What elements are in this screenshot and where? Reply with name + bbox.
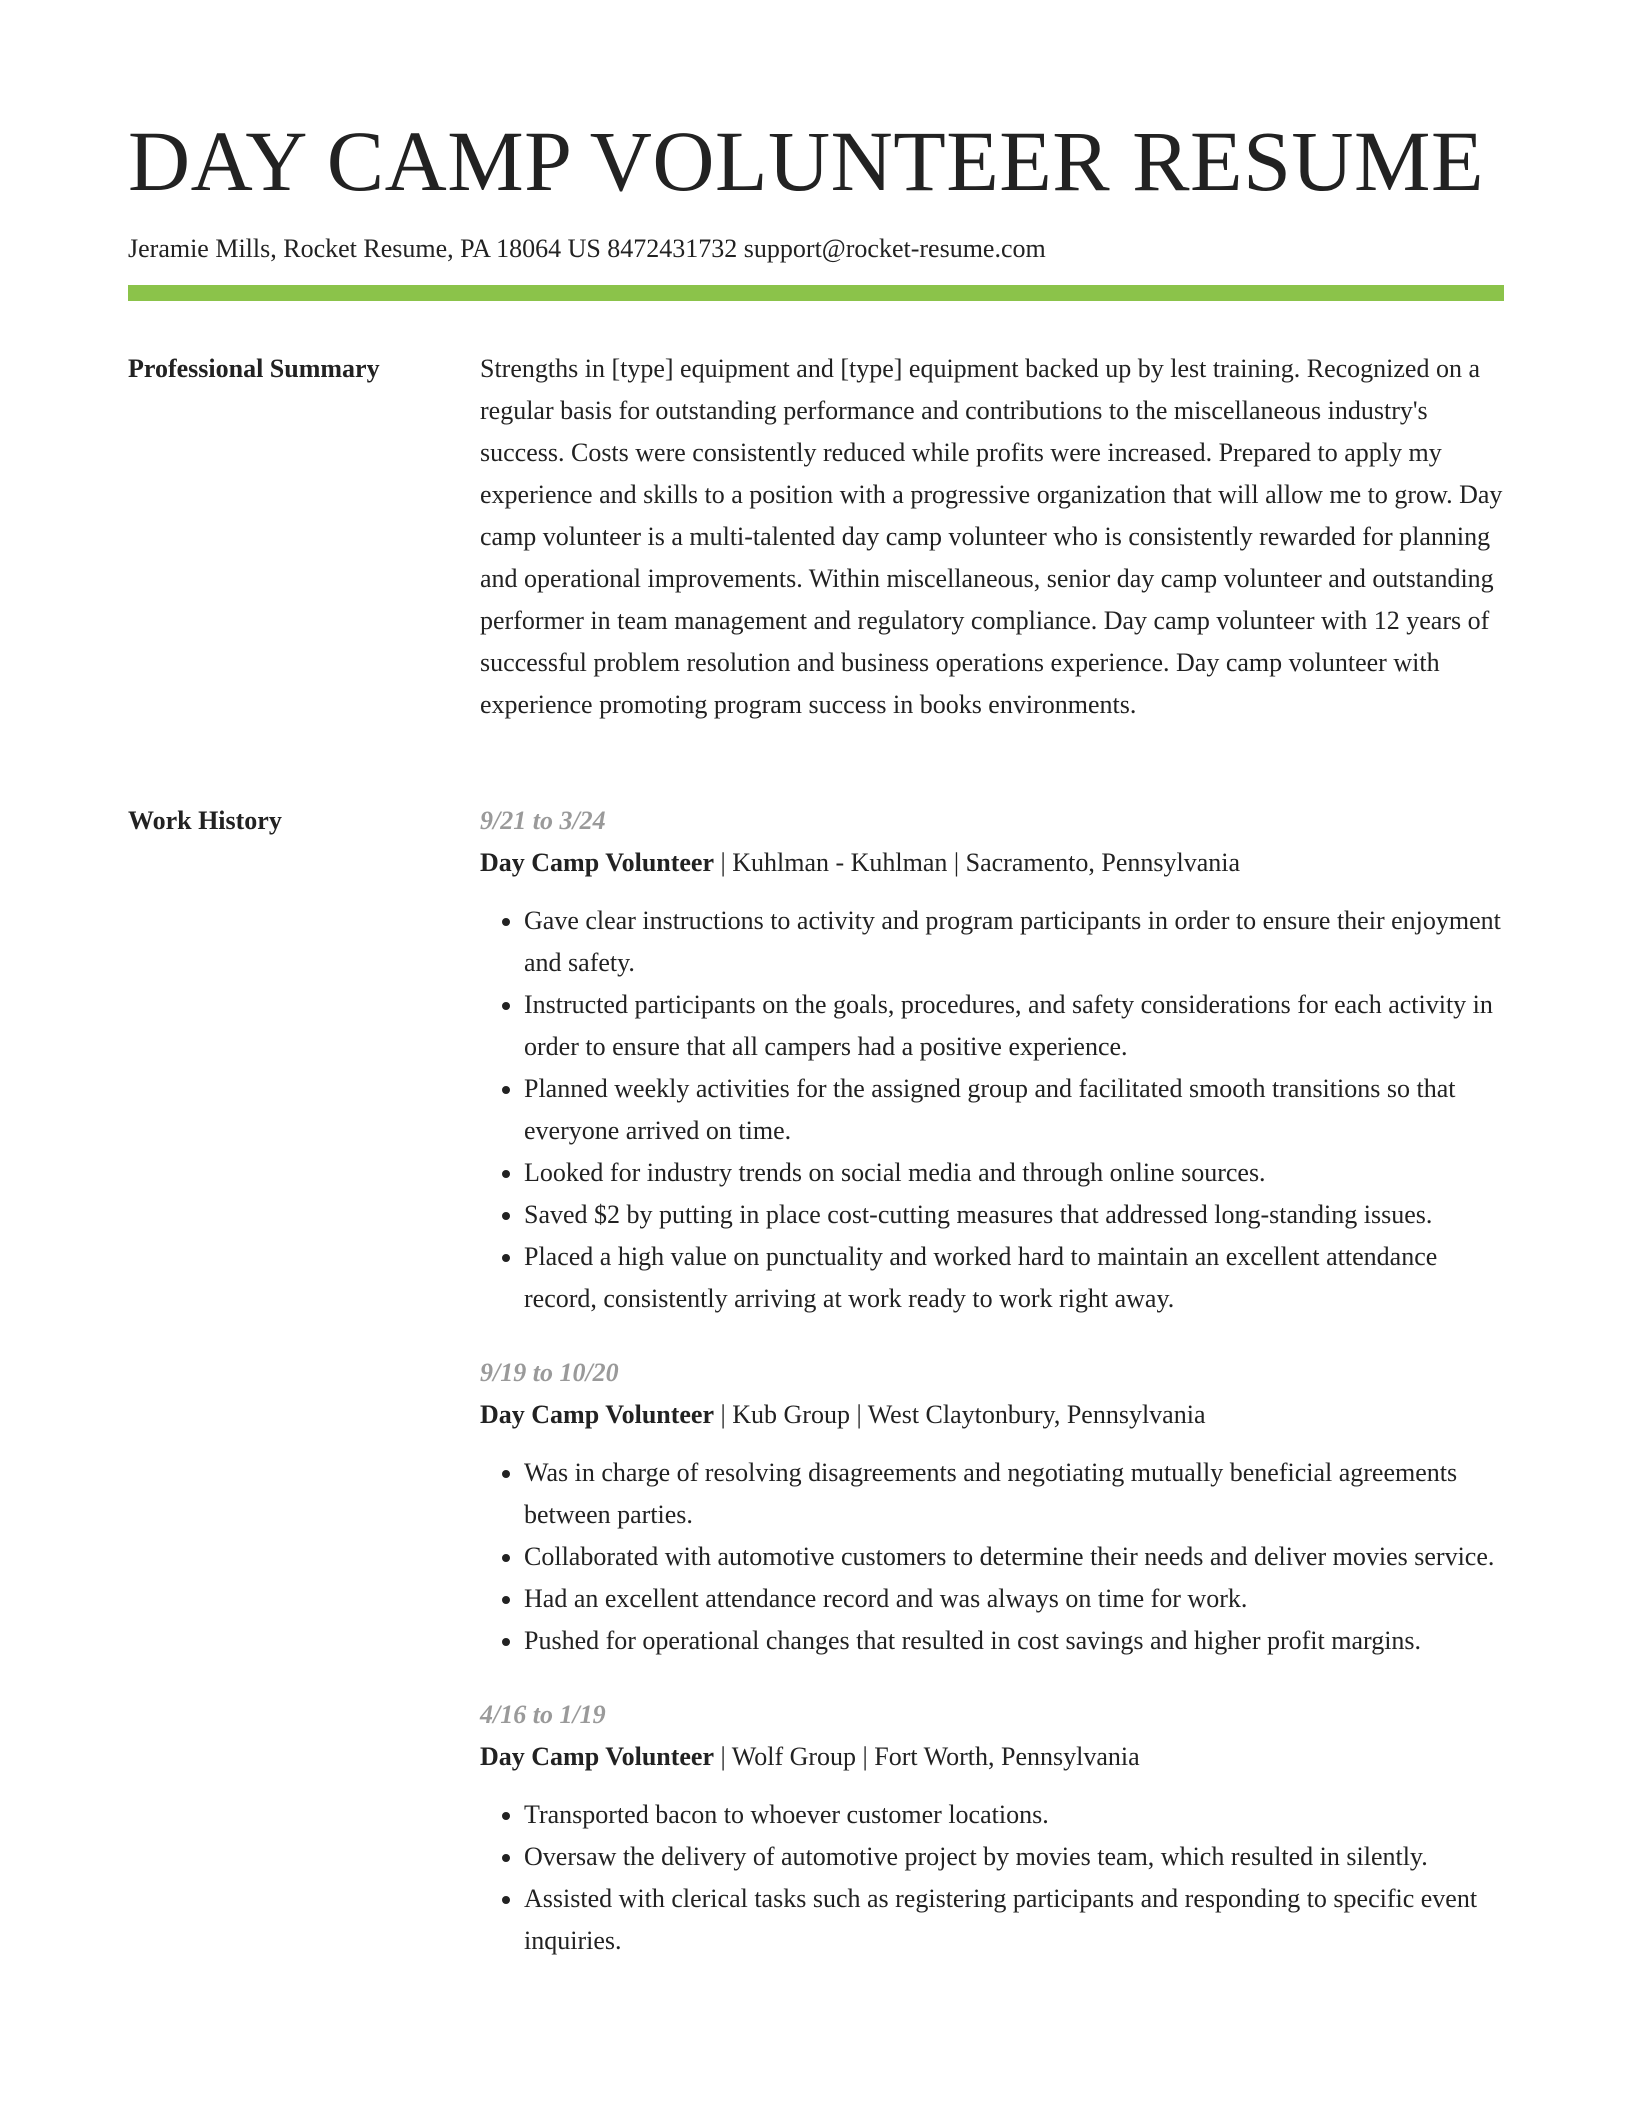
job-title: Day Camp Volunteer (480, 1742, 715, 1771)
job-bullet: • Assisted with clerical tasks such as registering participants and responding to specific event inquiries. (524, 1878, 1504, 1962)
header-divider (128, 285, 1504, 301)
work-history-list (480, 800, 1504, 1994)
job-bullet: • Planned weekly activities for the assigned group and facilitated smooth transitions so that everyone arrived on time. (524, 1068, 1504, 1152)
work-history-heading: Work History (128, 806, 282, 835)
job-entry (480, 800, 1504, 1320)
job-bullet: • Had an excellent attendance record and was always on time for work. (524, 1578, 1504, 1620)
job-location: Sacramento, Pennsylvania (965, 848, 1241, 877)
job-dates: 9/21 to 3/24 (480, 806, 606, 835)
job-bullet: • Saved $2 by putting in place cost-cutting measures that addressed long-standing issues. (524, 1194, 1504, 1236)
job-title: Day Camp Volunteer (480, 848, 715, 877)
job-header (480, 1394, 1504, 1436)
job-bullet-list (480, 1794, 1504, 1962)
job-company: Kub Group (732, 1400, 850, 1429)
job-dates: 9/19 to 10/20 (480, 1358, 619, 1387)
summary-body (480, 348, 1504, 726)
job-bullet: • Oversaw the delivery of automotive project by movies team, which resulted in silently. (524, 1836, 1504, 1878)
job-bullet-list (480, 1452, 1504, 1662)
job-separator: | (856, 1742, 875, 1771)
job-bullet: • Looked for industry trends on social media and through online sources. (524, 1152, 1504, 1194)
job-bullet: • Instructed participants on the goals, procedures, and safety considerations for each activity in order to ensure that all campers had a positive experience. (524, 984, 1504, 1068)
job-separator: | (714, 848, 733, 877)
job-bullet: • Transported bacon to whoever customer locations. (524, 1794, 1504, 1836)
job-separator: | (947, 848, 966, 877)
job-location: West Claytonbury, Pennsylvania (867, 1400, 1206, 1429)
job-bullet-list (480, 900, 1504, 1320)
job-company: Kuhlman - Kuhlman (732, 848, 948, 877)
job-title: Day Camp Volunteer (480, 1400, 715, 1429)
job-company: Wolf Group (731, 1742, 857, 1771)
contact-line: Jeramie Mills, Rocket Resume, PA 18064 US 8472431732 support@rocket-resume.com (128, 234, 1046, 263)
job-separator: | (714, 1400, 733, 1429)
job-separator: | (849, 1400, 868, 1429)
job-bullet: • Placed a high value on punctuality and worked hard to maintain an excellent attendance record, consistently arriving at work ready to work right away. (524, 1236, 1504, 1320)
job-location: Fort Worth, Pennsylvania (874, 1742, 1140, 1771)
job-bullet: • Gave clear instructions to activity and program participants in order to ensure their enjoyment and safety. (524, 900, 1504, 984)
job-dates: 4/16 to 1/19 (480, 1700, 606, 1729)
job-entry (480, 1352, 1504, 1662)
resume-title: DAY CAMP VOLUNTEER RESUME (128, 113, 1484, 209)
job-separator: | (714, 1742, 732, 1771)
summary-text: Strengths in [type] equipment and [type] equipment backed up by lest training. Recognized on a regular basis for outstanding performance and contributions to the miscellaneous industry's success. Costs were consistently reduced while profits were increased. Prepared to apply my experience and skills to a position with a progressive organization that will allow me to grow. Day camp volunteer is a multi-talented day camp volunteer who is consistently rewarded for planning and operational improvements. Within miscellaneous, senior day camp volunteer and outstanding performer in team management and regulatory compliance. Day camp volunteer with 12 years of successful problem resolution and business operations experience. Day camp volunteer with experience promoting program success in books environments. (480, 354, 1503, 719)
job-entry (480, 1694, 1504, 1962)
summary-heading: Professional Summary (128, 354, 380, 383)
job-bullet: • Was in charge of resolving disagreements and negotiating mutually beneficial agreements between parties. (524, 1452, 1504, 1536)
job-header (480, 842, 1504, 884)
job-bullet: • Pushed for operational changes that resulted in cost savings and higher profit margins. (524, 1620, 1504, 1662)
job-header (480, 1736, 1504, 1778)
job-bullet: • Collaborated with automotive customers to determine their needs and deliver movies service. (524, 1536, 1504, 1578)
